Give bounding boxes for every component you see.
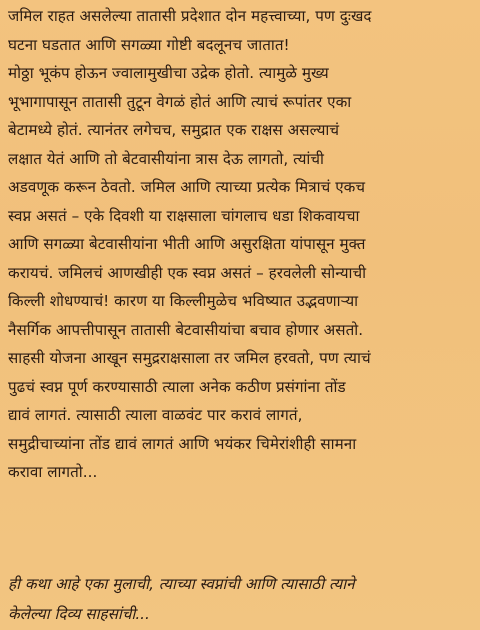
text-line: घटना घडतात आणि सगळ्या गोष्टी बदलूनच जातात! — [8, 35, 290, 54]
paragraph-adventure — [8, 344, 470, 487]
text-line: साहसी योजना आखून समुद्रराक्षसाला तर जमिल हरवतो, पण त्याचं — [8, 349, 371, 367]
text-line: करावा लागतो... — [8, 463, 98, 481]
text-line: लक्षात येतं आणि तो बेटवासीयांना त्रास देऊ लागतो, त्यांची — [8, 149, 325, 168]
text-line: स्वप्न असतं – एके दिवशी या राक्षसाला चांगलाच धडा शिकवायचा — [8, 206, 360, 225]
text-line: मोठ्ठा भूकंप होऊन ज्वालामुखीचा उद्रेक होतो. त्यामुळे मुख्य — [8, 64, 329, 82]
tagline-line: ही कथा आहे एका मुलाची, त्याच्या स्वप्नांची आणि त्यासाठी त्याने — [8, 575, 355, 593]
text-line: किल्ली शोधण्याचं! कारण या किल्लीमुळेच भविष्यात उद्भवणाऱ्या — [8, 292, 359, 310]
text-line: द्यावं लागतं. त्यासाठी त्याला वाळवंट पार करावं लागतं, — [8, 406, 303, 424]
text-line: आणि सगळ्या बेटवासीयांना भीती आणि असुरक्षिता यांपासून मुक्त — [8, 235, 366, 253]
text-line: नैसर्गिक आपत्तीपासून तातासी बेटवासीयांचा बचाव होणार असतो. — [8, 320, 364, 339]
tagline — [8, 569, 470, 629]
text-line: करायचं. जमिलचं आणखीही एक स्वप्न असतं – हरवलेली सोन्याची — [8, 263, 367, 282]
tagline-line: केलेल्या दिव्य साहसांची... — [8, 605, 150, 623]
paragraph-intro — [8, 2, 470, 59]
text-line: अडवणूक करून ठेवतो. जमिल आणि त्याच्या प्रत्येक मित्राचं एकच — [8, 178, 366, 196]
text-line: पुढचं स्वप्न पूर्ण करण्यासाठी त्याला अनेक कठीण प्रसंगांना तोंड — [8, 377, 346, 396]
text-line: समुद्रीचाच्यांना तोंड द्यावं लागतं आणि भयंकर चिमेरांशीही सामना — [8, 434, 357, 453]
text-line: बेटामध्ये होतं. त्यानंतर लगेचच, समुद्रात एक राक्षस असल्याचं — [8, 121, 340, 139]
text-line: भूभागापासून तातासी तुटून वेगळं होतं आणि त्याचं रूपांतर एका — [8, 92, 352, 111]
text-line: जमिल राहत असलेल्या तातासी प्रदेशात दोन महत्त्वाच्या, पण दुःखद — [8, 7, 372, 25]
paragraph-earthquake — [8, 59, 470, 344]
